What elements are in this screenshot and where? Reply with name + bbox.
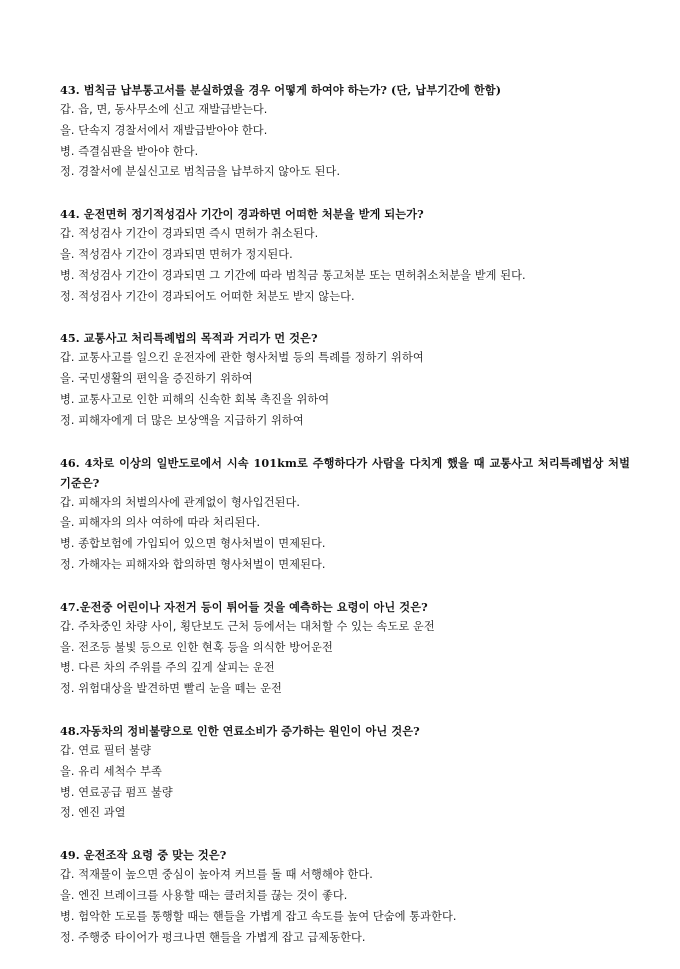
option-jeong: 정. 적성검사 기간이 경과되어도 어떠한 처분도 받지 않는다.	[60, 289, 355, 303]
question-text: 43. 범칙금 납부통고서를 분실하였을 경우 어떻게 하여야 하는가? (단, 납부기간에 한함)	[60, 83, 502, 97]
question-49	[60, 845, 630, 948]
option-byeong: 병. 교통사고로 인한 피해의 신속한 회복 촉진을 위하여	[60, 392, 330, 406]
option-byeong: 병. 종합보험에 가입되어 있으면 형사처벌이 면제된다.	[60, 537, 326, 551]
option-jeong: 정. 주행중 타이어가 펑크나면 핸들을 가볍게 잡고 급제동한다.	[60, 930, 366, 944]
question-text: 47.운전중 어린이나 자전거 등이 튀어들 것을 예측하는 요령이 아닌 것은?	[60, 599, 428, 614]
option-byeong: 병. 다른 차의 주위를 주의 깊게 살피는 운전	[60, 661, 275, 675]
option-gap: 갑. 적재물이 높으면 중심이 높아져 커브를 돌 때 서행해야 한다.	[60, 868, 373, 882]
option-jeong: 정. 경찰서에 분실신고로 범칙금을 납부하지 않아도 된다.	[60, 165, 341, 179]
question-text: 44. 운전면허 정기적성검사 기간이 경과하면 어떠한 처분을 받게 되는가?	[60, 207, 424, 222]
question-47	[60, 597, 630, 700]
option-eul: 을. 적성검사 기간이 경과되면 면허가 정지된다.	[60, 247, 293, 261]
option-gap: 갑. 교통사고를 일으킨 운전자에 관한 형사처벌 등의 특례를 정하기 위하여	[60, 351, 424, 365]
option-jeong: 정. 위험대상을 발견하면 빨리 눈을 떼는 운전	[60, 682, 282, 696]
option-eul: 을. 피해자의 의사 여하에 따라 처리된다.	[60, 516, 261, 530]
exam-page	[60, 80, 630, 969]
question-48	[60, 721, 630, 824]
question-43	[60, 80, 630, 183]
option-eul: 을. 엔진 브레이크를 사용할 때는 클러치를 끊는 것이 좋다.	[60, 888, 348, 902]
option-byeong: 병. 험악한 도로를 통행할 때는 핸들을 가볍게 잡고 속도를 높여 단숨에 통과한다.	[60, 909, 457, 923]
option-byeong: 병. 연료공급 펌프 불량	[60, 785, 173, 799]
option-jeong: 정. 엔진 과열	[60, 806, 126, 820]
option-eul: 을. 유리 세척수 부족	[60, 764, 162, 778]
option-byeong: 병. 즉결심판을 받아야 한다.	[60, 144, 199, 158]
option-jeong: 정. 가해자는 피해자와 합의하면 형사처벌이 면제된다.	[60, 557, 326, 571]
question-text: 45. 교통사고 처리특례법의 목적과 거리가 먼 것은?	[60, 331, 318, 346]
option-byeong: 병. 적성검사 기간이 경과되면 그 기간에 따라 범칙금 통고처분 또는 면허취소처분을 받게 된다.	[60, 268, 526, 282]
option-eul: 을. 국민생활의 편익을 증진하기 위하여	[60, 372, 253, 386]
option-gap: 갑. 주차중인 차량 사이, 횡단보도 근처 등에서는 대처할 수 있는 속도로 운전	[60, 619, 435, 633]
option-gap: 갑. 연료 필터 불량	[60, 743, 151, 757]
question-text: 48.자동차의 정비불량으로 인한 연료소비가 증가하는 원인이 아닌 것은?	[60, 723, 420, 738]
question-46	[60, 453, 630, 576]
option-gap: 갑. 적성검사 기간이 경과되면 즉시 면허가 취소된다.	[60, 227, 319, 241]
option-jeong: 정. 피해자에게 더 많은 보상액을 지급하기 위하여	[60, 413, 304, 427]
question-text: 49. 운전조작 요령 중 맞는 것은?	[60, 848, 227, 863]
option-gap: 갑. 읍, 면, 동사무소에 신고 재발급받는다.	[60, 103, 268, 116]
question-text: 46. 4차로 이상의 일반도로에서 시속 101km로 주행하다가 사람을 다치게 했을 때 교통사고 처리특례법상 처벌 기준은?	[60, 455, 630, 490]
option-gap: 갑. 피해자의 처벌의사에 관계없이 형사입건된다.	[60, 495, 301, 509]
question-45	[60, 328, 630, 431]
question-44	[60, 204, 630, 307]
option-eul: 을. 단속지 경찰서에서 재발급받아야 한다.	[60, 123, 268, 137]
option-eul: 을. 전조등 불빛 등으로 인한 현혹 등을 의식한 방어운전	[60, 640, 333, 654]
